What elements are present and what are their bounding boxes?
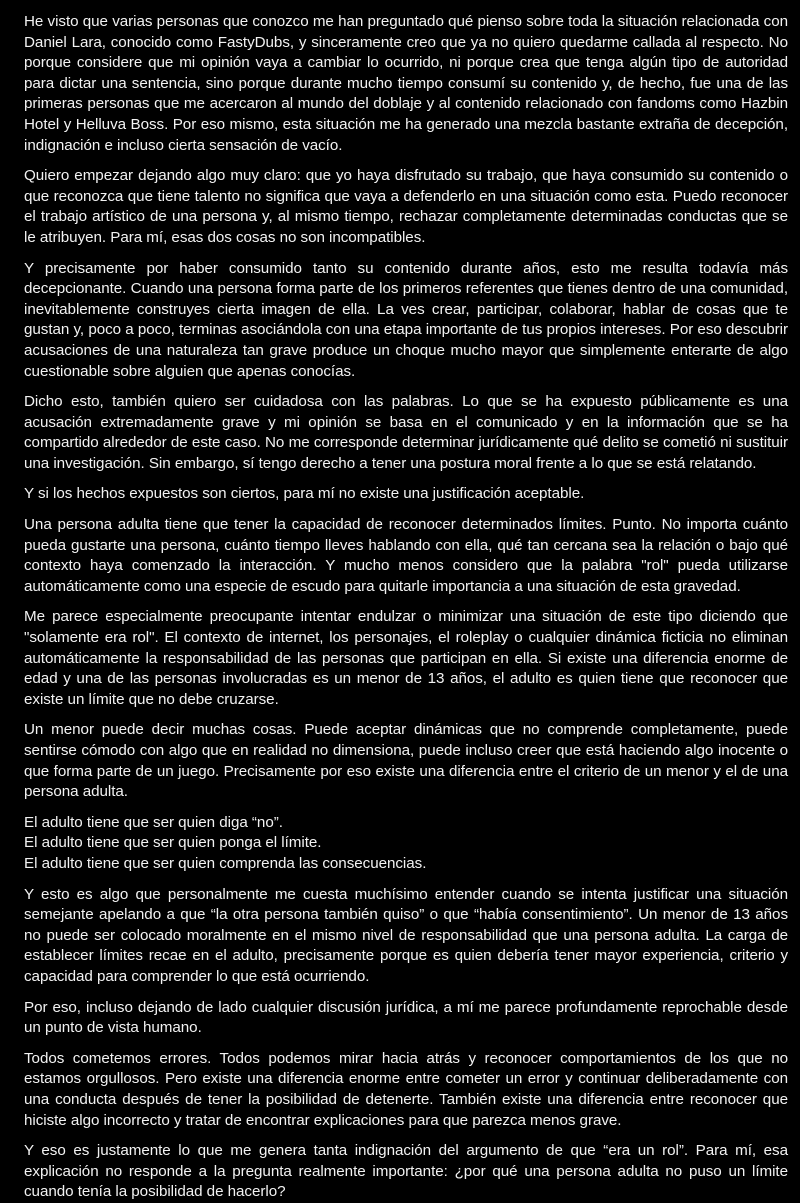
paragraph-intro: He visto que varias personas que conozco me han preguntado qué pienso sobre toda la situación relacionada con Daniel Lara, conocido como FastyDubs, y sinceramente creo que ya no quiero quedarme callada al respecto. No porque considere que mi opinión vaya a cambiar lo ocurrido, ni porque crea que tenga algún tipo de autoridad para dictar una sentencia, sino porque durante mucho tiempo consumí su contenido y, de hecho, fue una de las primeras personas que me acercaron al mundo del doblaje y al contenido relacionado con fandoms como Hazbin Hotel y Helluva Boss. Por eso mismo, esta situación me ha generado una mezcla bastante extraña de decepción, indignación e incluso cierta sensación de vacío.: [24, 13, 788, 154]
paragraph-only-roleplay: Me parece especialmente preocupante intentar endulzar o minimizar una situación de este tipo diciendo que "solamente era rol". El contexto de internet, los personajes, el roleplay o cualquier dinámica ficticia no eliminan automáticamente la responsabilidad de las personas que participan en ella. Si existe una diferencia enorme de edad y una de las personas involucradas es un menor de 13 años, el adulto es quien tiene que reconocer que existe un límite que no debe cruzarse.: [24, 608, 788, 708]
paragraph-reprehensible: Por eso, incluso dejando de lado cualquier discusión jurídica, a mí me parece profundamente reprochable desde un punto de vista humano.: [24, 998, 788, 1037]
paragraph-minor-criteria: Un menor puede decir muchas cosas. Puede aceptar dinámicas que no comprende completamente, puede sentirse cómodo con algo que en realidad no dimensiona, puede incluso creer que está haciendo algo inocente o que forma parte de un juego. Precisamente por eso existe una diferencia entre el criterio de un menor y el de una persona adulta.: [24, 721, 788, 801]
adult-statement-line: El adulto tiene que ser quien comprenda las consecuencias.: [24, 854, 427, 872]
paragraph-talent: Quiero empezar dejando algo muy claro: que yo haya disfrutado su trabajo, que haya consumido su contenido o que reconozca que tiene talento no significa que vaya a defenderlo en una situación como esta. Puedo reconocer el trabajo artístico de una persona y, al mismo tiempo, rechazar completamente determinadas conductas que se le atribuyen. Para mí, esas dos cosas no son incompatibles.: [24, 167, 788, 246]
paragraph-disappointment: Y precisamente por haber consumido tanto su contenido durante años, esto me resulta todavía más decepcionante. Cuando una persona forma parte de los primeros referentes que tienes dentro de una comunidad, inevitablemente construyes cierta imagen de ella. La ves crear, participar, colaborar, hablar de cosas que te gustan y, poco a poco, terminas asociándola con una etapa importante de tus propios intereses. Por eso descubrir acusaciones de una naturaleza tan grave produce un choque mucho mayor que simplemente enterarte de algo cuestionable sobre alguien que apenas conocías.: [24, 259, 788, 380]
adult-statements: [24, 813, 788, 875]
paragraph-careful-words: Dicho esto, también quiero ser cuidadosa con las palabras. Lo que se ha expuesto públicamente es una acusación extremadamente grave y mi opinión se basa en el comunicado y en la información que se ha compartido alrededor de este caso. No me corresponde determinar jurídicamente qué delito se cometió ni sustituir una investigación. Sin embargo, sí tengo derecho a tener una postura moral frente a lo que se está relatando.: [24, 393, 788, 472]
paragraph-mistakes: Todos cometemos errores. Todos podemos mirar hacia atrás y reconocer comportamientos de los que no estamos orgullosos. Pero existe una diferencia enorme entre cometer un error y continuar deliberadamente con una conducta después de tener la posibilidad de detenerte. También existe una diferencia entre reconocer que hiciste algo incorrecto y tratar de encontrar explicaciones para que parezca menos grave.: [24, 1049, 788, 1129]
paragraph-no-justification: Y si los hechos expuestos son ciertos, para mí no existe una justificación aceptable.: [24, 485, 585, 503]
paragraph-consent-argument: Y esto es algo que personalmente me cuesta muchísimo entender cuando se intenta justificar una situación semejante apelando a que “la otra persona también quiso” o que “había consentimiento”. Un menor de 13 años no puede ser colocado moralmente en el mismo nivel de responsabilidad que una persona adulta. La carga de establecer límites recae en el adulto, precisamente porque es quien debería tener mayor experiencia, criterio y capacidad para comprender lo que está ocurriendo.: [24, 885, 788, 985]
adult-statement-line: El adulto tiene que ser quien diga “no”.: [24, 813, 283, 831]
adult-statement-line: El adulto tiene que ser quien ponga el límite.: [24, 834, 322, 852]
paragraph-closing-question: Y eso es justamente lo que me genera tanta indignación del argumento de que “era un rol”. Para mí, esa explicación no responde a la pregunta realmente importante: ¿por qué una persona adulta no puso un límite cuando tenía la posibilidad de hacerlo?: [24, 1142, 788, 1201]
paragraph-limits: Una persona adulta tiene que tener la capacidad de reconocer determinados límites. Punto. No importa cuánto pueda gustarte una persona, cuánto tiempo lleves hablando con ella, qué tan cercana sea la relación o bajo qué contexto haya comenzado la interacción. Y mucho menos considero que la palabra "rol" pueda utilizarse automáticamente como una especie de escudo para quitarle importancia a una situación de esta gravedad.: [24, 516, 788, 595]
